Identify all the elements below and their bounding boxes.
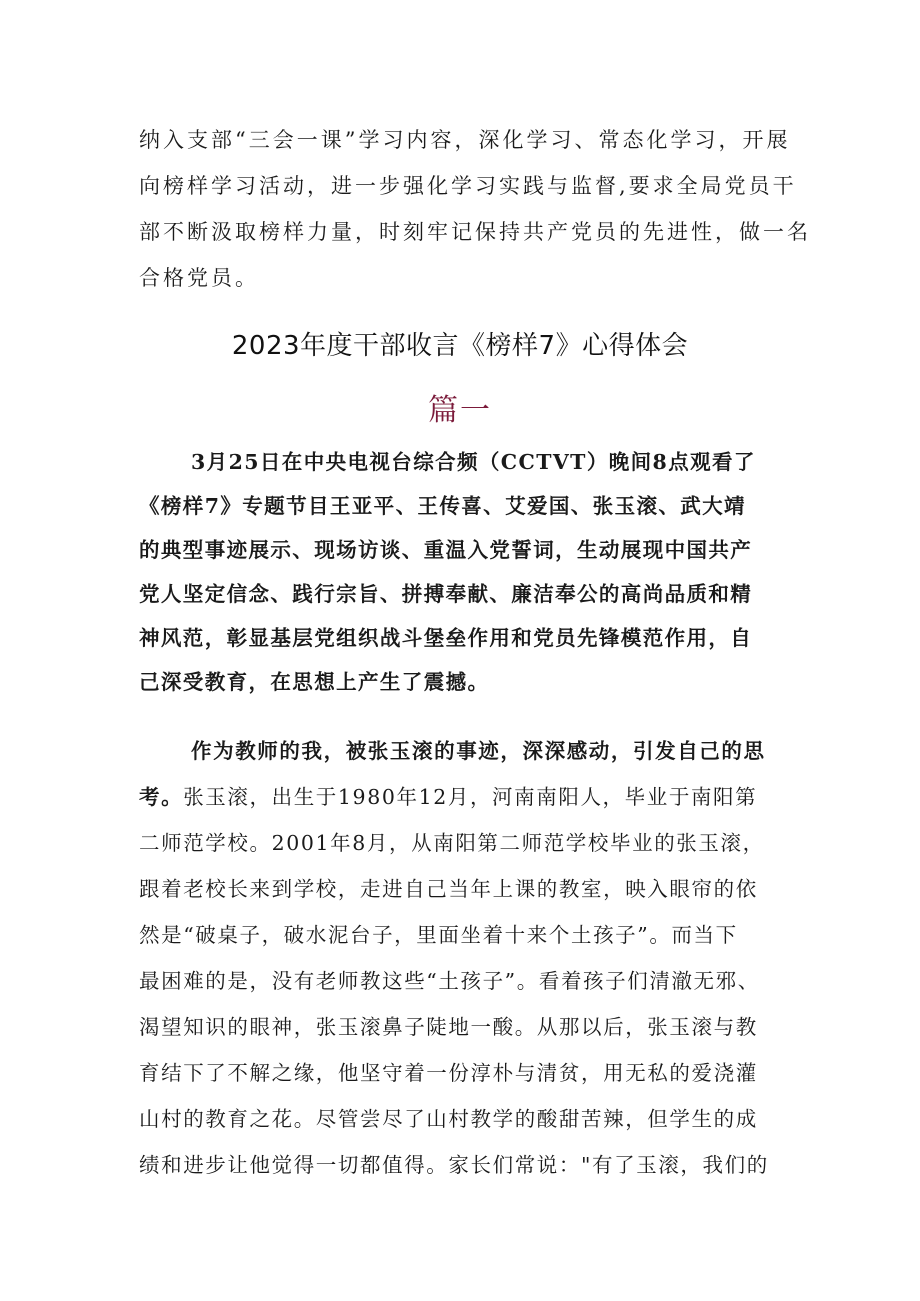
intro-line: 部不断汲取榜样力量，时刻牢记保持共产党员的先进性，做一名 xyxy=(139,220,811,244)
paragraph-line: 渴望知识的眼神，张玉滚鼻子陡地一酸。从那以后，张玉滚与教 xyxy=(139,1015,758,1039)
paragraph-line: 二师范学校。2001年8月，从南阳第二师范学校毕业的张玉滚， xyxy=(139,831,765,855)
intro-line: 向榜样学习活动，进一步强化学习实践与监督,要求全局党员干 xyxy=(139,174,797,198)
paragraph-story xyxy=(139,728,799,1188)
paragraph-line: 育结下了不解之缘，他坚守着一份淳朴与清贫，用无私的爱浇灌 xyxy=(139,1061,758,1085)
document-title: 2023年度干部收言《榜样7》心得体会 xyxy=(231,331,689,361)
paragraph-line: 己深受教育，在思想上产生了震撼。 xyxy=(139,670,490,694)
paragraph-line-lead: 作为教师的我，被张玉滚的事迹，深深感动，引发自己的思 xyxy=(191,739,766,763)
paragraph-line: 然是“破桌子，破水泥台子，里面坐着十来个土孩子”。而当下 xyxy=(139,923,738,947)
line-continuation: 张玉滚，出生于1980年12月，河南南阳人，毕业于南阳第 xyxy=(183,785,758,809)
paragraph-summary xyxy=(139,440,799,704)
paragraph-line: 《榜样7》专题节目王亚平、王传喜、艾爱国、张玉滚、武大靖 xyxy=(139,494,746,518)
paragraph-line: 跟着老校长来到学校，走进自己当年上课的教室，映入眼帘的依 xyxy=(139,877,758,901)
lead-ending: 考。 xyxy=(139,785,184,809)
paragraph-line: 山村的教育之花。尽管尝尽了山村教学的酸甜苦辣，但学生的成 xyxy=(139,1107,758,1131)
paragraph-line: 神风范，彰显基层党组织战斗堡垒作用和党员先锋模范作用，自 xyxy=(139,626,753,650)
paragraph-line: 绩和进步让他觉得一切都值得。家长们常说："有了玉滚，我们的 xyxy=(139,1153,769,1177)
paragraph-line: 党人坚定信念、践行宗旨、拼搏奉献、廉洁奉公的高尚品质和精 xyxy=(139,582,753,606)
intro-line: 纳入支部“三会一课”学习内容，深化学习、常态化学习，开展 xyxy=(139,128,791,152)
section-heading: 篇一 xyxy=(428,393,492,428)
paragraph-line: 的典型事迹展示、现场访谈、重温入党誓词，生动展现中国共产 xyxy=(139,538,753,562)
intro-line: 合格党员。 xyxy=(139,266,259,290)
paragraph-line: 3月25日在中央电视台综合频（CCTVT）晚间8点观看了 xyxy=(191,450,756,474)
paragraph-line: 最困难的是，没有老师教这些“土孩子”。看着孩子们清澈无邪、 xyxy=(139,969,760,993)
paragraph-line-mixed xyxy=(139,774,799,820)
intro-paragraph xyxy=(139,117,811,301)
